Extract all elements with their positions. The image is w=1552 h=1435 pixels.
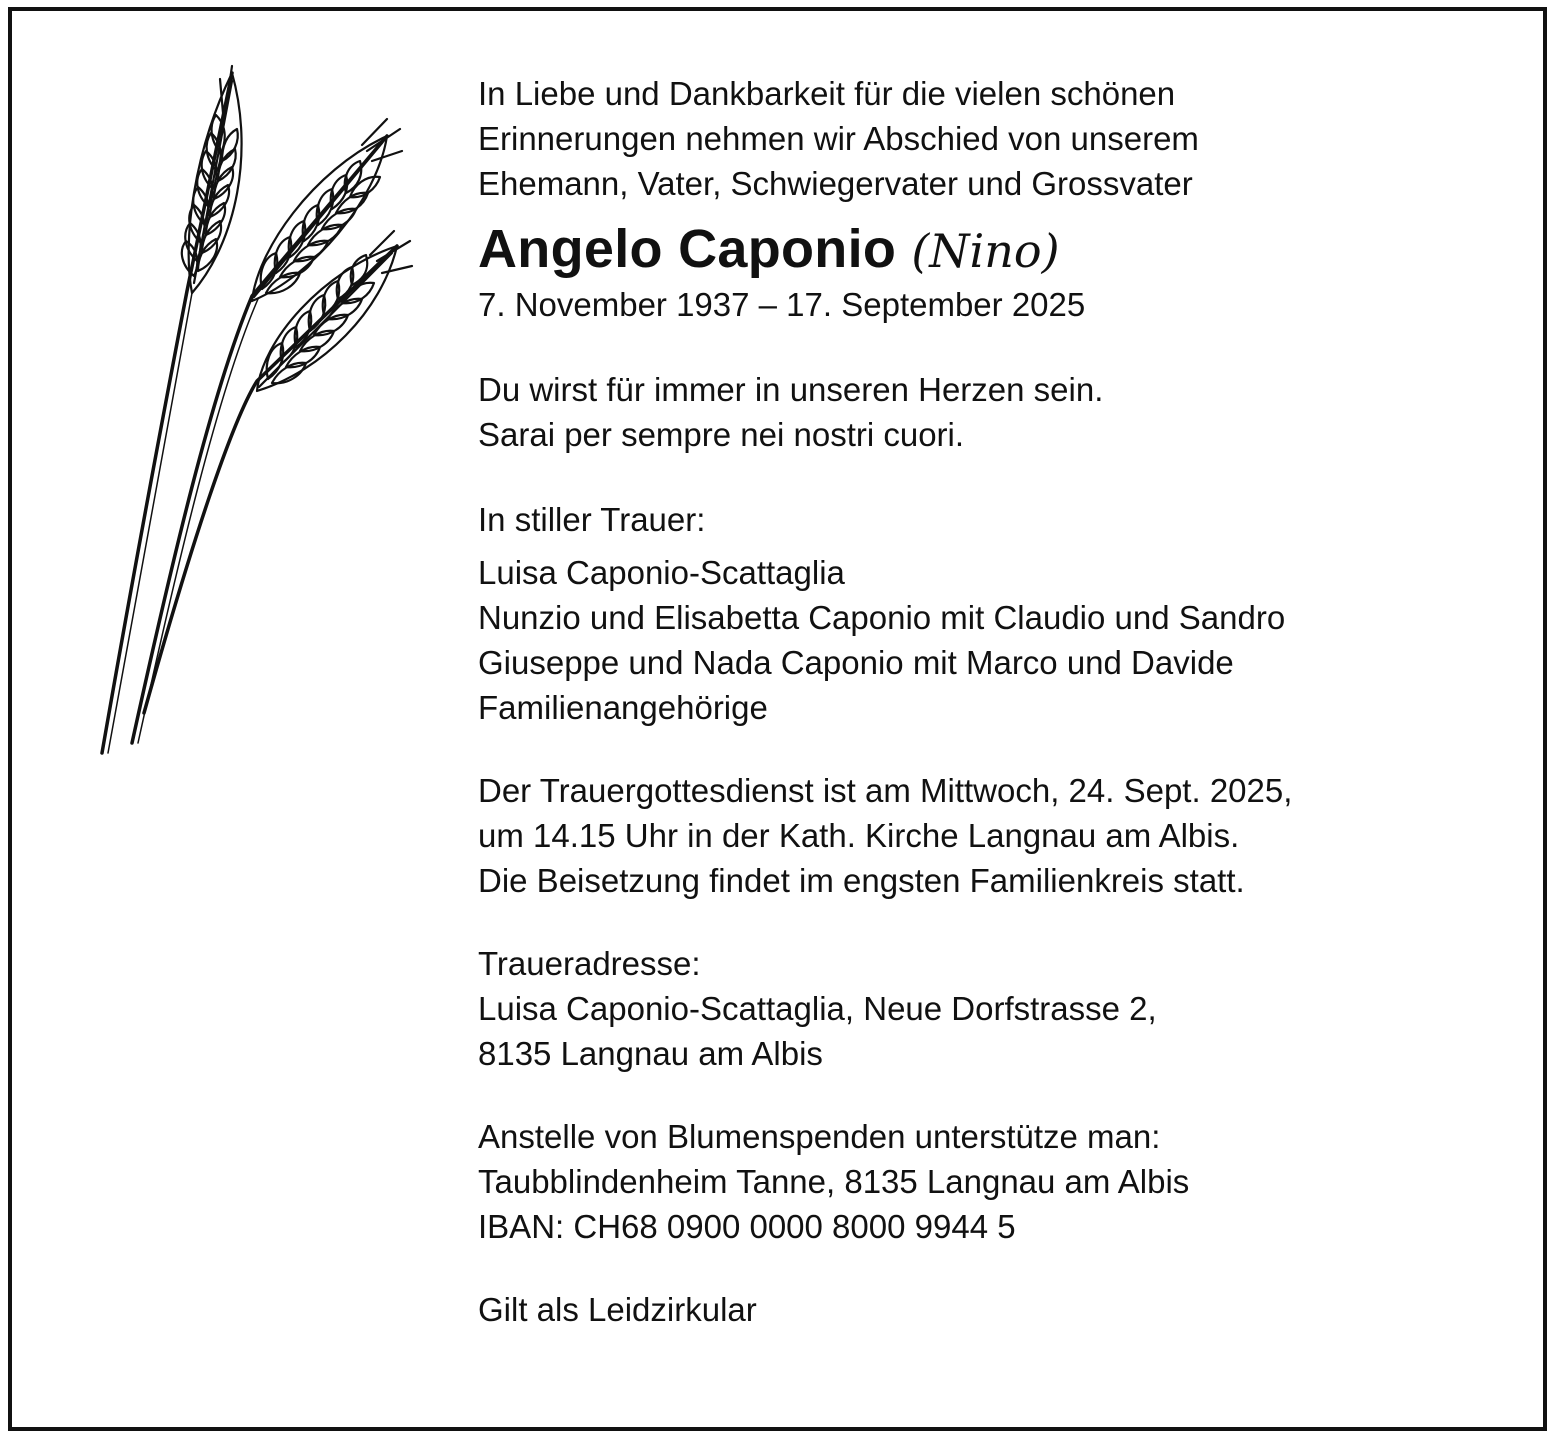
mourner-line: Familienangehörige	[478, 689, 768, 726]
service-line: Der Trauergottesdienst ist am Mittwoch, 24. Sept. 2025,	[478, 772, 1293, 809]
service-line: um 14.15 Uhr in der Kath. Kirche Langnau am Albis.	[478, 817, 1240, 854]
intro-line: In Liebe und Dankbarkeit für die vielen schönen	[478, 75, 1176, 112]
donation-line: Anstelle von Blumenspenden unterstütze man:	[478, 1118, 1161, 1155]
mourners-heading: In stiller Trauer:	[478, 501, 706, 538]
address-line: 8135 Langnau am Albis	[478, 1035, 823, 1072]
donation-line: IBAN: CH68 0900 0000 8000 9944 5	[478, 1208, 1016, 1245]
intro-line: Ehemann, Vater, Schwiegervater und Grossvater	[478, 165, 1193, 202]
mourner-line: Luisa Caponio-Scattaglia	[478, 554, 845, 591]
address-line: Luisa Caponio-Scattaglia, Neue Dorfstrasse 2,	[478, 990, 1157, 1027]
deceased-name-row	[478, 214, 1538, 284]
life-dates: 7. November 1937 – 17. September 2025	[478, 286, 1086, 323]
donation-line: Taubblindenheim Tanne, 8135 Langnau am Albis	[478, 1163, 1190, 1200]
quote-line: Du wirst für immer in unseren Herzen sein.	[478, 371, 1104, 408]
service-line: Die Beisetzung findet im engsten Familienkreis statt.	[478, 862, 1245, 899]
notice-frame	[8, 7, 1547, 1431]
notice-text	[478, 71, 1538, 1332]
address-line: Traueradresse:	[478, 945, 701, 982]
wheat-illustration	[82, 61, 422, 771]
footer-note: Gilt als Leidzirkular	[478, 1291, 757, 1328]
mourner-line: Nunzio und Elisabetta Caponio mit Claudio und Sandro	[478, 599, 1286, 636]
deceased-name: Angelo Caponio	[478, 219, 897, 279]
intro-line: Erinnerungen nehmen wir Abschied von unserem	[478, 120, 1199, 157]
deceased-nickname: (Nino)	[911, 224, 1060, 278]
quote-line: Sarai per sempre nei nostri cuori.	[478, 416, 965, 453]
mourner-line: Giuseppe und Nada Caponio mit Marco und Davide	[478, 644, 1234, 681]
